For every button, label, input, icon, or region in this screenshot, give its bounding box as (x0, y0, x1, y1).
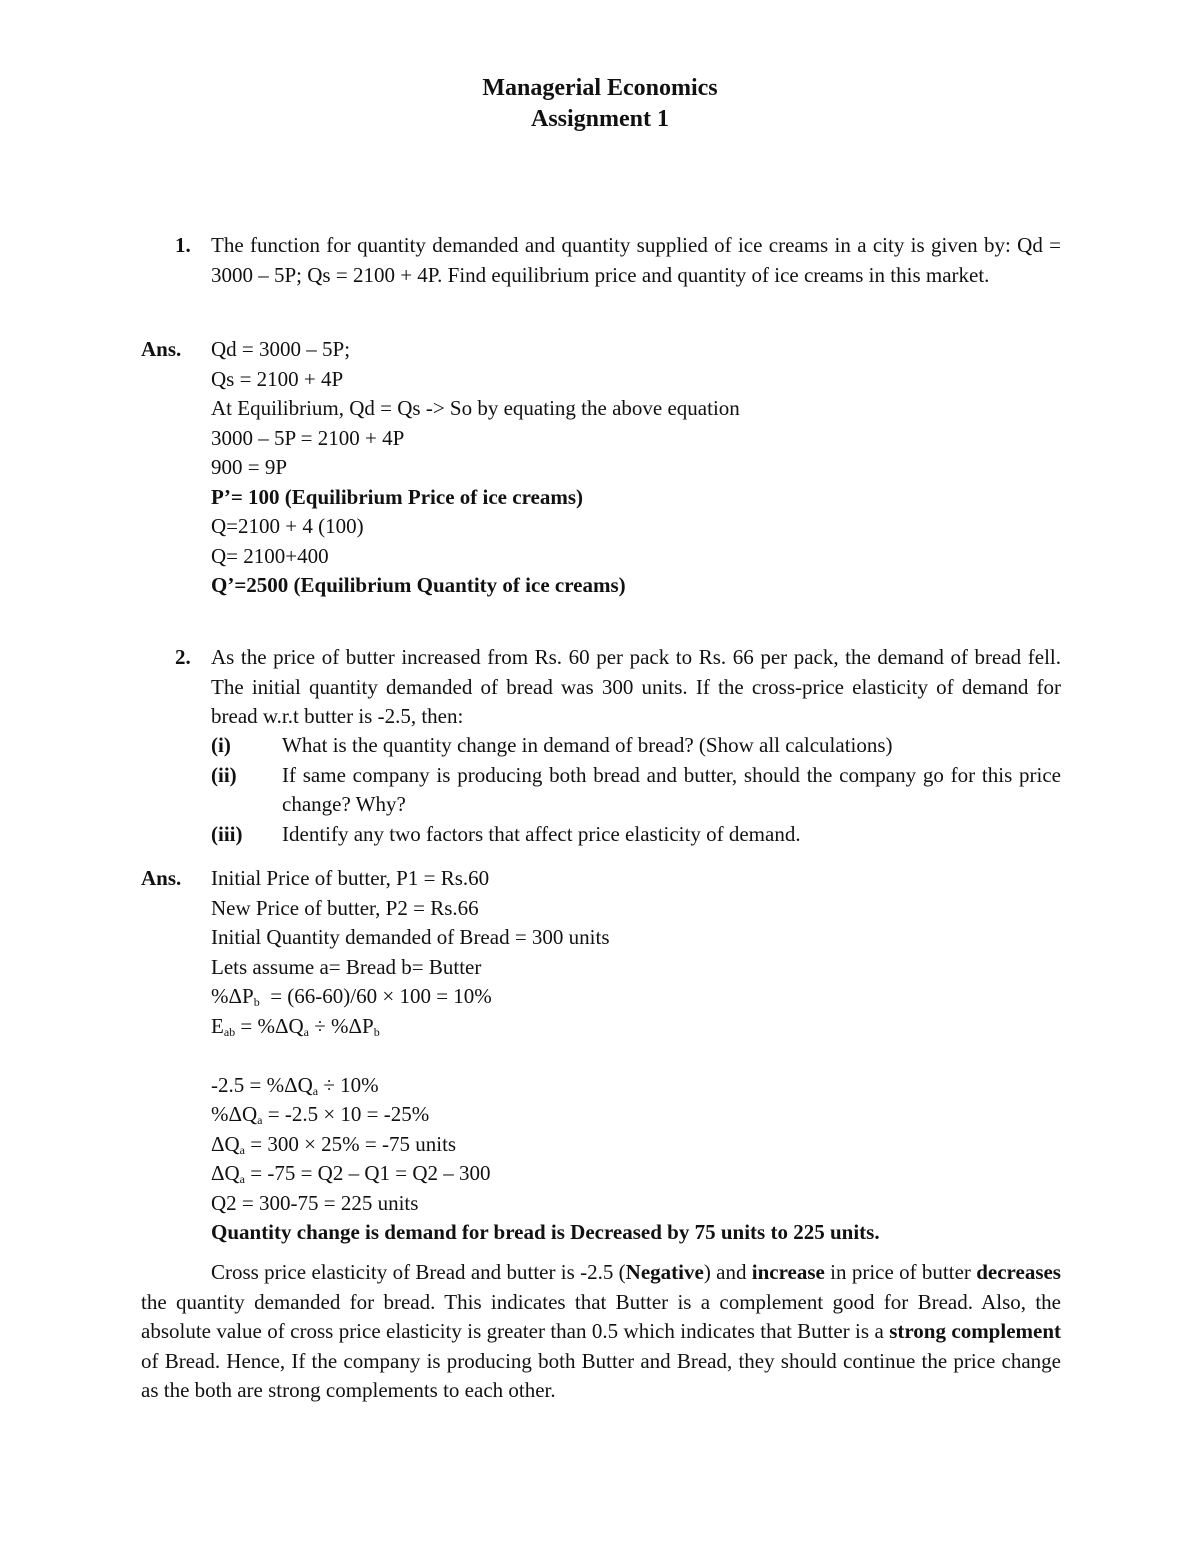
emphasis-strong-complement: strong complement (889, 1319, 1062, 1343)
emphasis-negative: Negative (625, 1260, 704, 1284)
answer-2-label: Ans. (141, 866, 182, 890)
subpart-text: Identify any two factors that affect price elasticity of demand. (282, 821, 801, 846)
formula-part: = -75 = Q2 – Q1 = Q2 – 300 (245, 1161, 491, 1185)
answer-2-line (211, 1100, 1061, 1130)
subscript: ab (223, 1024, 236, 1039)
formula-part: = (66-60)/60 × 100 = 10% (259, 984, 492, 1008)
question-2-text: As the price of butter increased from Rs. 60 per pack to Rs. 66 per pack, the demand of bread fell. The initial quantity demanded of bread was 300 units. If the cross-price elasticity of demand for bread w.r.t butter is -2.5, then: (211, 645, 1061, 728)
subscript: a (239, 1142, 245, 1157)
document-subtitle: Assignment 1 (530, 106, 669, 132)
subscript: a (312, 1083, 319, 1098)
answer-2-line (211, 1012, 1061, 1042)
formula-part: %ΔQ (211, 1102, 258, 1126)
emphasis-decreases: decreases (976, 1260, 1061, 1284)
document-title: Managerial Economics (482, 75, 718, 101)
subscript: b (373, 1024, 380, 1039)
answer-1-line: 900 = 9P (211, 455, 288, 479)
answer-2-line: Lets assume a= Bread b= Butter (211, 954, 482, 979)
answer-1-line: Qs = 2100 + 4P (211, 366, 344, 391)
formula-part: ΔQ (211, 1131, 240, 1156)
blank-line (211, 1041, 1061, 1071)
paragraph-text: in price of butter (824, 1260, 977, 1284)
equilibrium-price-result: P’= 100 (Equilibrium Price of ice creams) (211, 484, 583, 509)
paragraph-text: the quantity demanded for bread. This indicates that Butter is a complement good for Bread. Also, the absolute value of cross price elasticity is greater than 0.5 which indicates that Butter is a (141, 1289, 1061, 1343)
formula-part: ÷ %ΔP (309, 1013, 374, 1038)
subpart-iii (211, 820, 1061, 850)
formula-part: = 300 × 25% = -75 units (245, 1131, 457, 1156)
answer-2-line (211, 1071, 1061, 1101)
answer-1-line: At Equilibrium, Qd = Qs -> So by equating the above equation (211, 396, 740, 420)
answer-1 (211, 335, 1061, 601)
formula-part: = %ΔQ (235, 1013, 304, 1038)
formula-part: ÷ 10% (318, 1072, 379, 1097)
formula-part: ΔQ (211, 1161, 240, 1185)
subscript: a (257, 1113, 263, 1127)
formula-part: -2.5 = %ΔQ (211, 1072, 313, 1097)
subpart-number: (iii) (211, 821, 243, 846)
answer-2-line (211, 1130, 1061, 1160)
paragraph-text: of Bread. Hence, If the company is producing both Butter and Bread, they should continue the price change as the both are strong complements to each other. (141, 1348, 1061, 1402)
answer-2-line: Initial Price of butter, P1 = Rs.60 (211, 866, 490, 890)
conclusion-paragraph (141, 1258, 1061, 1406)
question-2-subparts (211, 731, 1061, 849)
question-2-number: 2. (175, 645, 191, 669)
subscript: a (303, 1024, 309, 1039)
quantity-change-result: Quantity change is demand for bread is Decreased by 75 units to 225 units. (211, 1220, 880, 1244)
paragraph-text: Cross price elasticity of Bread and butter is -2.5 ( (211, 1260, 626, 1284)
formula-part: E (211, 1013, 224, 1038)
answer-1-line: 3000 – 5P = 2100 + 4P (211, 425, 405, 450)
answer-1-line: Q=2100 + 4 (100) (211, 514, 364, 538)
question-1-text: The function for quantity demanded and quantity supplied of ice creams in a city is given by: Qd = 3000 – 5P; Qs = 2100 + 4P. Find equilibrium price and quantity of ice creams in this market. (211, 233, 1061, 287)
answer-1-line: Qd = 3000 – 5P; (211, 337, 351, 361)
paragraph-text: ) and (703, 1260, 752, 1284)
answer-1-label: Ans. (141, 337, 182, 361)
subpart-i (211, 731, 1061, 761)
subscript: a (239, 1172, 245, 1186)
formula-part: = -2.5 × 10 = -25% (262, 1102, 430, 1126)
answer-2-line (211, 982, 1061, 1012)
answer-2-line: New Price of butter, P2 = Rs.66 (211, 895, 479, 920)
equilibrium-quantity-result: Q’=2500 (Equilibrium Quantity of ice creams) (211, 573, 626, 597)
answer-2-line: Initial Quantity demanded of Bread = 300 units (211, 925, 610, 949)
subscript: b (253, 995, 260, 1009)
answer-1-line: Q= 2100+400 (211, 543, 329, 568)
subpart-text: What is the quantity change in demand of bread? (Show all calculations) (282, 733, 893, 757)
answer-2-line (211, 1159, 1061, 1189)
answer-2-line: Q2 = 300-75 = 225 units (211, 1190, 419, 1215)
emphasis-increase: increase (751, 1260, 825, 1284)
formula-part: %ΔP (211, 984, 254, 1008)
subpart-ii (211, 761, 1061, 820)
answer-2 (211, 864, 1061, 1248)
subpart-number: (i) (211, 733, 231, 757)
subpart-text: If same company is producing both bread and butter, should the company go for this price change? Why? (282, 762, 1061, 816)
question-1-number: 1. (175, 233, 191, 257)
subpart-number: (ii) (211, 762, 237, 787)
